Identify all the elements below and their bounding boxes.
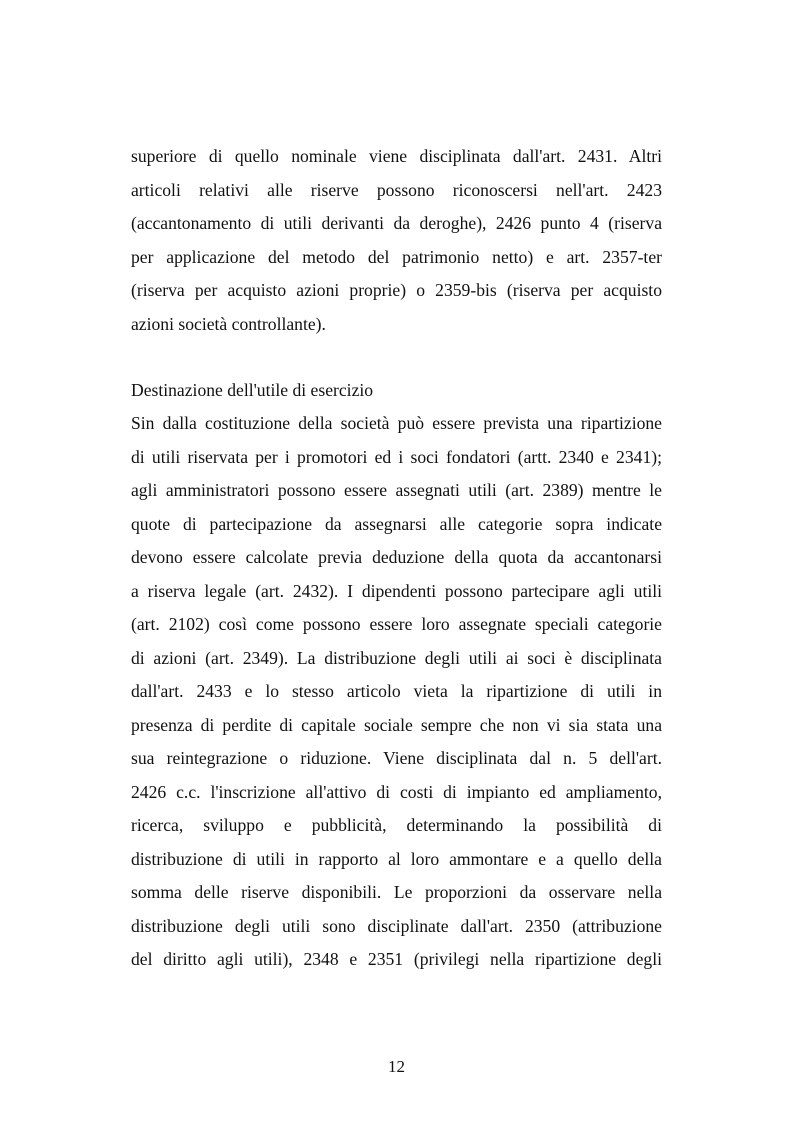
- text-line: sua reintegrazione o riduzione. Viene disciplinata dal n. 5 dell'art.: [131, 748, 662, 768]
- text-line: di utili riservata per i promotori ed i soci fondatori (artt. 2340 e 2341);: [131, 446, 662, 467]
- paragraph-reserves: [131, 140, 662, 341]
- text-line: (riserva per acquisto azioni proprie) o 2359-bis (riserva per acquisto: [131, 280, 662, 300]
- text-line: di azioni (art. 2349). La distribuzione degli utili ai soci è disciplinata: [131, 647, 662, 668]
- text-line: (art. 2102) così come possono essere loro assegnate speciali categorie: [131, 614, 662, 634]
- text-line: (accantonamento di utili derivanti da deroghe), 2426 punto 4 (riserva: [131, 213, 662, 233]
- text-line: dall'art. 2433 e lo stesso articolo vieta la ripartizione di utili in: [131, 681, 662, 701]
- text-line: somma delle riserve disponibili. Le proporzioni da osservare nella: [131, 882, 662, 902]
- text-line: azioni società controllante).: [131, 313, 326, 334]
- text-line: agli amministratori possono essere assegnati utili (art. 2389) mentre le: [131, 480, 662, 500]
- text-line: 2426 c.c. l'inscrizione all'attivo di costi di impianto ed ampliamento,: [131, 781, 662, 802]
- text-line: distribuzione di utili in rapporto al loro ammontare e a quello della: [131, 848, 662, 869]
- text-line: devono essere calcolate previa deduzione della quota da accantonarsi: [131, 547, 662, 567]
- text-line: per applicazione del metodo del patrimonio netto) e art. 2357-ter: [131, 246, 662, 267]
- text-line: ricerca, sviluppo e pubblicità, determinando la possibilità di: [131, 815, 662, 835]
- text-line: articoli relativi alle riserve possono riconoscersi nell'art. 2423: [131, 179, 662, 200]
- page-number: 12: [388, 1057, 405, 1076]
- text-line: a riserva legale (art. 2432). I dipendenti possono partecipare agli utili: [131, 580, 662, 601]
- text-line: superiore di quello nominale viene disciplinata dall'art. 2431. Altri: [131, 146, 662, 166]
- text-line: distribuzione degli utili sono disciplinate dall'art. 2350 (attribuzione: [131, 915, 662, 936]
- paragraph-profit-allocation: [131, 407, 662, 977]
- section-heading: Destinazione dell'utile di esercizio: [131, 380, 374, 400]
- text-line: presenza di perdite di capitale sociale sempre che non vi sia stata una: [131, 714, 662, 735]
- text-line: quote di partecipazione da assegnarsi alle categorie sopra indicate: [131, 513, 662, 534]
- text-line: del diritto agli utili), 2348 e 2351 (privilegi nella ripartizione degli: [131, 949, 662, 969]
- text-line: Sin dalla costituzione della società può essere prevista una ripartizione: [131, 413, 662, 433]
